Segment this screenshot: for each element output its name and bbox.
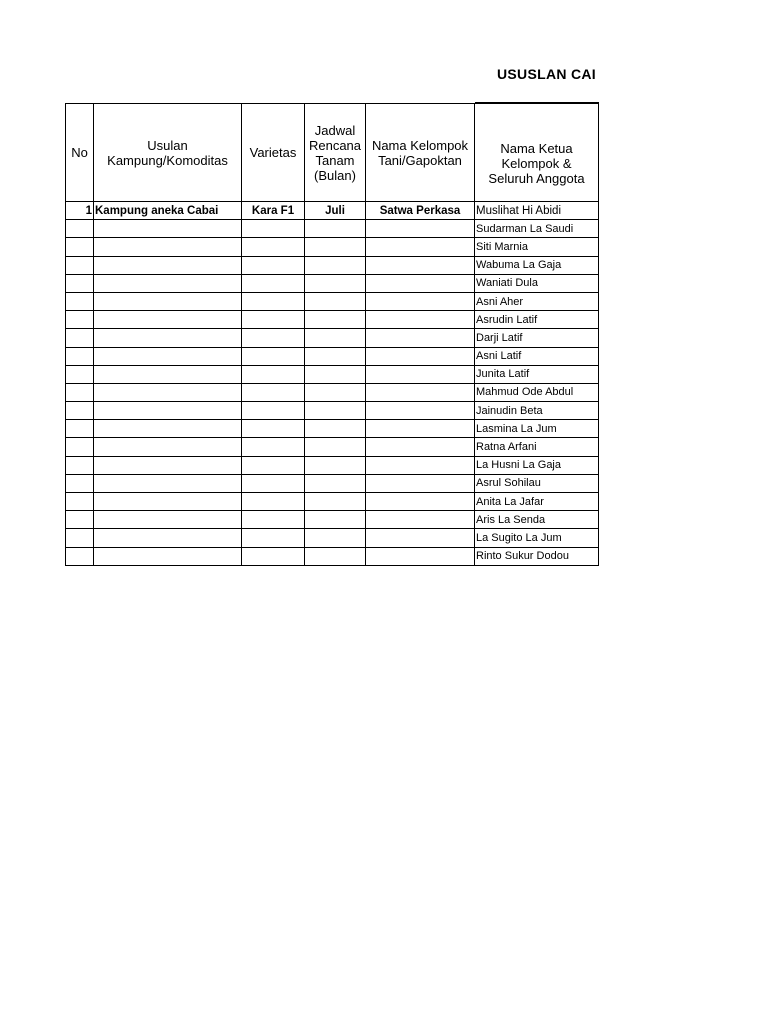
cell-empty — [242, 456, 305, 474]
cell-empty — [242, 292, 305, 310]
cell-empty — [242, 311, 305, 329]
cell-empty — [305, 256, 366, 274]
header-jadwal: Jadwal Rencana Tanam (Bulan) — [305, 104, 366, 202]
cell-empty — [366, 329, 475, 347]
table-row — [66, 474, 599, 492]
cell-empty — [242, 402, 305, 420]
cell-empty — [305, 511, 366, 529]
cell-empty — [242, 474, 305, 492]
cell-empty — [242, 347, 305, 365]
cell-empty — [242, 383, 305, 401]
cell-empty — [66, 256, 94, 274]
cell-empty — [242, 238, 305, 256]
cell-empty — [366, 511, 475, 529]
cell-member: Muslihat Hi Abidi — [475, 202, 599, 220]
cell-empty — [66, 493, 94, 511]
cell-empty — [66, 402, 94, 420]
cell-empty — [94, 547, 242, 565]
cell-empty — [305, 474, 366, 492]
cell-empty — [94, 420, 242, 438]
cell-empty — [366, 256, 475, 274]
cell-empty — [242, 547, 305, 565]
cell-member: Asni Latif — [475, 347, 599, 365]
table-row — [66, 292, 599, 310]
cell-empty — [305, 493, 366, 511]
cell-empty — [94, 438, 242, 456]
cell-empty — [66, 347, 94, 365]
cell-empty — [94, 347, 242, 365]
cell-empty — [242, 256, 305, 274]
cell-member: La Sugito La Jum — [475, 529, 599, 547]
table-row — [66, 347, 599, 365]
cell-member: Waniati Dula — [475, 274, 599, 292]
table-row — [66, 438, 599, 456]
cell-member: Siti Marnia — [475, 238, 599, 256]
cell-empty — [305, 347, 366, 365]
cell-member: La Husni La Gaja — [475, 456, 599, 474]
table-row — [66, 238, 599, 256]
table-row — [66, 202, 599, 220]
cell-empty — [305, 402, 366, 420]
cell-empty — [94, 456, 242, 474]
cell-empty — [242, 493, 305, 511]
cell-empty — [305, 529, 366, 547]
table-row — [66, 547, 599, 565]
cell-member: Jainudin Beta — [475, 402, 599, 420]
cell-empty — [366, 529, 475, 547]
cell-empty — [66, 274, 94, 292]
cell-empty — [305, 329, 366, 347]
cell-komoditas: Kampung aneka Cabai — [94, 202, 242, 220]
cell-empty — [242, 511, 305, 529]
cell-empty — [366, 420, 475, 438]
cell-empty — [242, 365, 305, 383]
cell-no: 1 — [66, 202, 94, 220]
cell-empty — [305, 547, 366, 565]
header-ketua-label: Nama Ketua Kelompok & Seluruh Anggota — [488, 141, 585, 186]
cell-empty — [94, 402, 242, 420]
cell-empty — [305, 456, 366, 474]
cell-empty — [66, 456, 94, 474]
cell-empty — [94, 329, 242, 347]
cell-empty — [94, 511, 242, 529]
cell-empty — [242, 438, 305, 456]
cell-kelompok: Satwa Perkasa — [366, 202, 475, 220]
cell-empty — [242, 220, 305, 238]
header-kelompok: Nama Kelompok Tani/Gapoktan — [366, 104, 475, 202]
cell-member: Darji Latif — [475, 329, 599, 347]
cell-empty — [66, 238, 94, 256]
cell-member: Sudarman La Saudi — [475, 220, 599, 238]
cell-empty — [94, 493, 242, 511]
cell-member: Mahmud Ode Abdul — [475, 383, 599, 401]
table-row — [66, 456, 599, 474]
cell-empty — [366, 383, 475, 401]
cell-empty — [305, 220, 366, 238]
cell-member: Junita Latif — [475, 365, 599, 383]
cell-empty — [366, 347, 475, 365]
cell-empty — [94, 220, 242, 238]
proposal-table — [65, 103, 599, 566]
table-row — [66, 329, 599, 347]
cell-empty — [305, 420, 366, 438]
header-row — [66, 104, 599, 202]
cell-empty — [94, 311, 242, 329]
cell-empty — [242, 529, 305, 547]
cell-empty — [66, 420, 94, 438]
cell-varietas: Kara F1 — [242, 202, 305, 220]
cell-member: Ratna Arfani — [475, 438, 599, 456]
cell-empty — [366, 493, 475, 511]
cell-empty — [66, 329, 94, 347]
cell-empty — [366, 474, 475, 492]
table-row — [66, 529, 599, 547]
table-row — [66, 511, 599, 529]
cell-empty — [94, 256, 242, 274]
cell-member: Asni Aher — [475, 292, 599, 310]
cell-empty — [366, 547, 475, 565]
cell-member: Wabuma La Gaja — [475, 256, 599, 274]
cell-empty — [242, 274, 305, 292]
table-row — [66, 256, 599, 274]
cell-member: Asrul Sohilau — [475, 474, 599, 492]
header-komoditas: Usulan Kampung/Komoditas — [94, 104, 242, 202]
table-body — [66, 202, 599, 566]
cell-empty — [94, 274, 242, 292]
cell-empty — [366, 456, 475, 474]
table-row — [66, 420, 599, 438]
cell-empty — [94, 365, 242, 383]
cell-jadwal: Juli — [305, 202, 366, 220]
cell-empty — [66, 365, 94, 383]
cell-empty — [94, 529, 242, 547]
cell-empty — [66, 292, 94, 310]
cell-empty — [242, 329, 305, 347]
cell-member: Aris La Senda — [475, 511, 599, 529]
cell-empty — [305, 438, 366, 456]
cell-empty — [66, 547, 94, 565]
table-row — [66, 365, 599, 383]
cell-empty — [66, 529, 94, 547]
cell-empty — [66, 383, 94, 401]
cell-empty — [366, 311, 475, 329]
cell-empty — [305, 383, 366, 401]
cell-empty — [305, 311, 366, 329]
cell-empty — [66, 511, 94, 529]
cell-empty — [366, 365, 475, 383]
table-row — [66, 274, 599, 292]
cell-empty — [94, 292, 242, 310]
cell-empty — [305, 365, 366, 383]
cell-empty — [305, 274, 366, 292]
table-row — [66, 493, 599, 511]
cell-member: Anita La Jafar — [475, 493, 599, 511]
cell-empty — [366, 438, 475, 456]
cell-empty — [305, 238, 366, 256]
header-no: No — [66, 104, 94, 202]
cell-member: Rinto Sukur Dodou — [475, 547, 599, 565]
cell-empty — [366, 402, 475, 420]
cell-empty — [305, 292, 366, 310]
table-row — [66, 220, 599, 238]
cell-member: Asrudin Latif — [475, 311, 599, 329]
header-ketua — [475, 104, 599, 202]
cell-empty — [366, 220, 475, 238]
cell-empty — [66, 311, 94, 329]
table-row — [66, 402, 599, 420]
cell-empty — [66, 474, 94, 492]
cell-empty — [94, 238, 242, 256]
cell-empty — [94, 474, 242, 492]
cell-empty — [366, 274, 475, 292]
header-varietas: Varietas — [242, 104, 305, 202]
cell-empty — [242, 420, 305, 438]
cell-empty — [94, 383, 242, 401]
cell-empty — [366, 292, 475, 310]
document-title: USUSLAN CAI — [497, 66, 596, 82]
table-row — [66, 311, 599, 329]
cell-empty — [66, 220, 94, 238]
table-row — [66, 383, 599, 401]
cell-member: Lasmina La Jum — [475, 420, 599, 438]
cell-empty — [366, 238, 475, 256]
cell-empty — [66, 438, 94, 456]
